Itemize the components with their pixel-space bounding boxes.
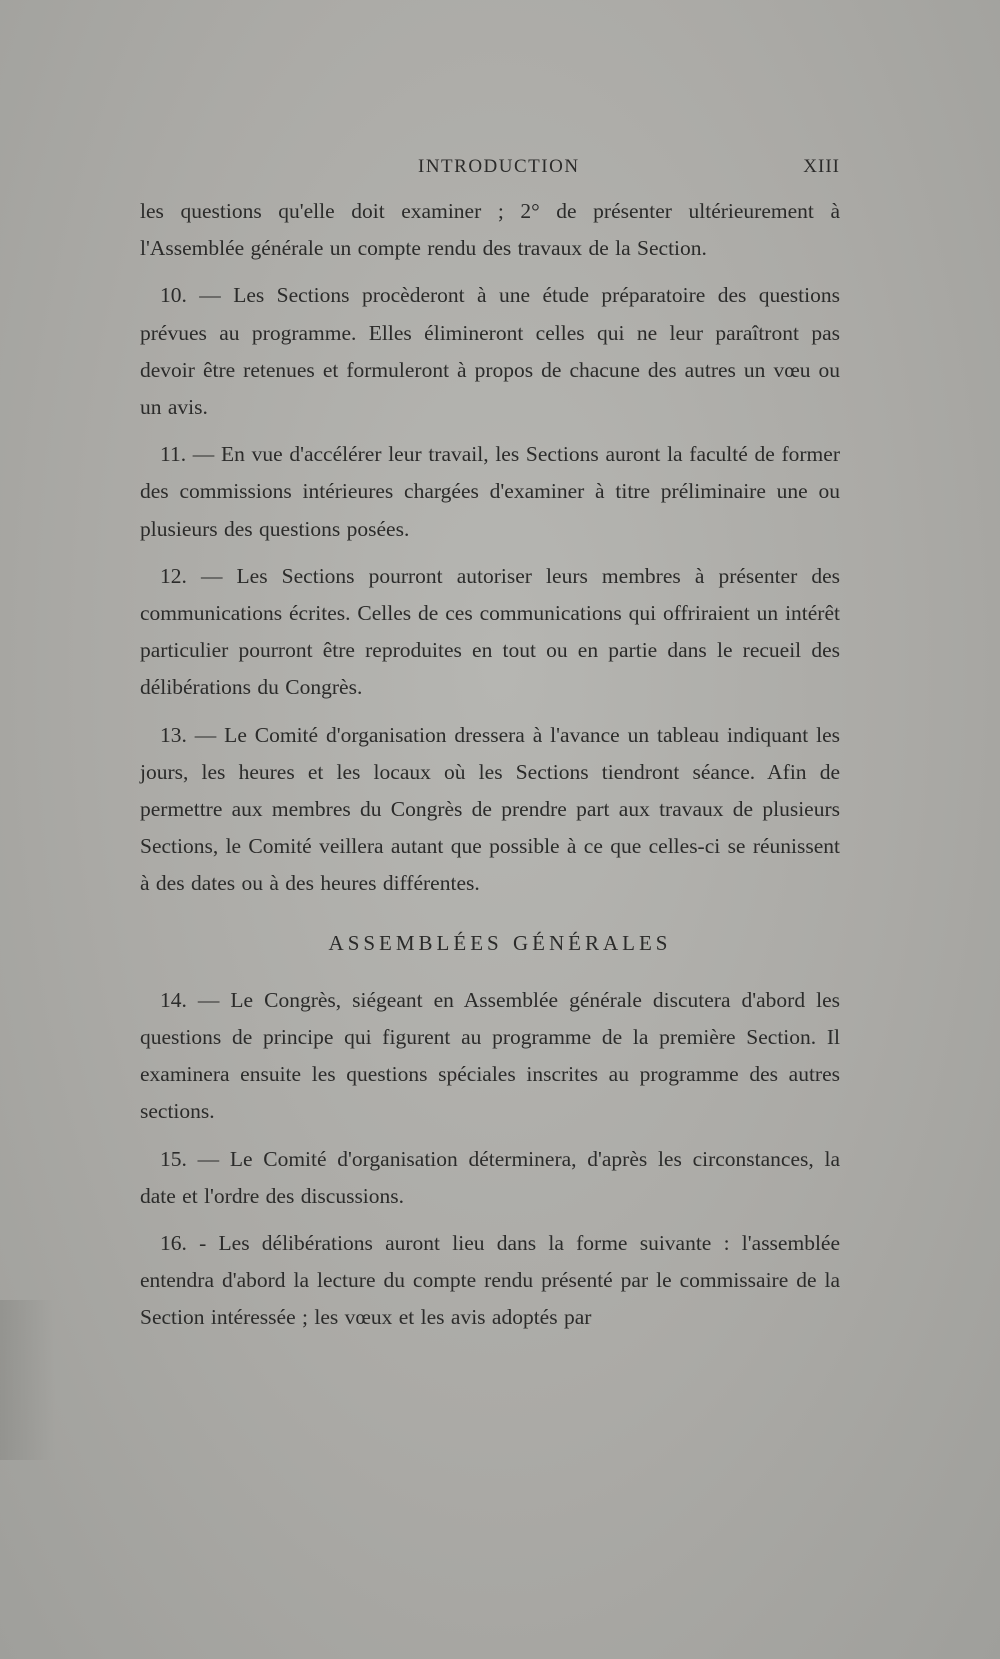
article-13: 13. — Le Comité d'organisation dressera à l'avance un tableau indiquant les jours, les heures et les locaux où les Sections tiendront séance. Afin de permettre aux membres du Congrès de prendre part aux travaux de plusieurs Sections, le Comité veillera autant que possible à ce que celles-ci se réunissent à des dates ou à des heures différentes. — [140, 722, 840, 896]
article-15: 15. — Le Comité d'organisation déterminera, d'après les circonstances, la date et l'ordre des discussions. — [140, 1146, 840, 1208]
running-title: INTRODUCTION — [418, 156, 580, 177]
article-16: 16. - Les délibérations auront lieu dans la forme suivante : l'assemblée entendra d'abord la lecture du compte rendu présenté par le commissaire de la Section intéressée ; les vœux et les avis adoptés par — [140, 1231, 840, 1330]
page-edge-shadow — [0, 1300, 55, 1460]
section-heading: ASSEMBLÉES GÉNÉRALES — [328, 930, 672, 955]
article-12: 12. — Les Sections pourront autoriser leurs membres à présenter des communications écrites. Celles de ces communications qui offriraient un intérêt particulier pourront être reproduites en tout ou en partie dans le recueil des délibérations du Congrès. — [140, 563, 840, 700]
page-number: XIII — [803, 156, 840, 177]
article-10: 10. — Les Sections procèderont à une étude préparatoire des questions prévues au programme. Elles élimineront celles qui ne leur paraîtront pas devoir être retenues et formuleront à propos de chacune des autres un vœu ou un avis. — [140, 283, 840, 420]
page-header — [140, 156, 840, 186]
paragraph-continuation: les questions qu'elle doit examiner ; 2° de présenter ultérieurement à l'Assemblée générale un compte rendu des travaux de la Section. — [140, 199, 840, 261]
article-11: 11. — En vue d'accélérer leur travail, les Sections auront la faculté de former des commissions intérieures chargées d'examiner à titre préliminaire une ou plusieurs des questions posées. — [140, 442, 840, 541]
article-14: 14. — Le Congrès, siégeant en Assemblée générale discutera d'abord les questions de principe qui figurent au programme de la première Section. Il examinera ensuite les questions spéciales inscrites au programme des autres sections. — [140, 987, 840, 1124]
body-text — [140, 193, 840, 1347]
